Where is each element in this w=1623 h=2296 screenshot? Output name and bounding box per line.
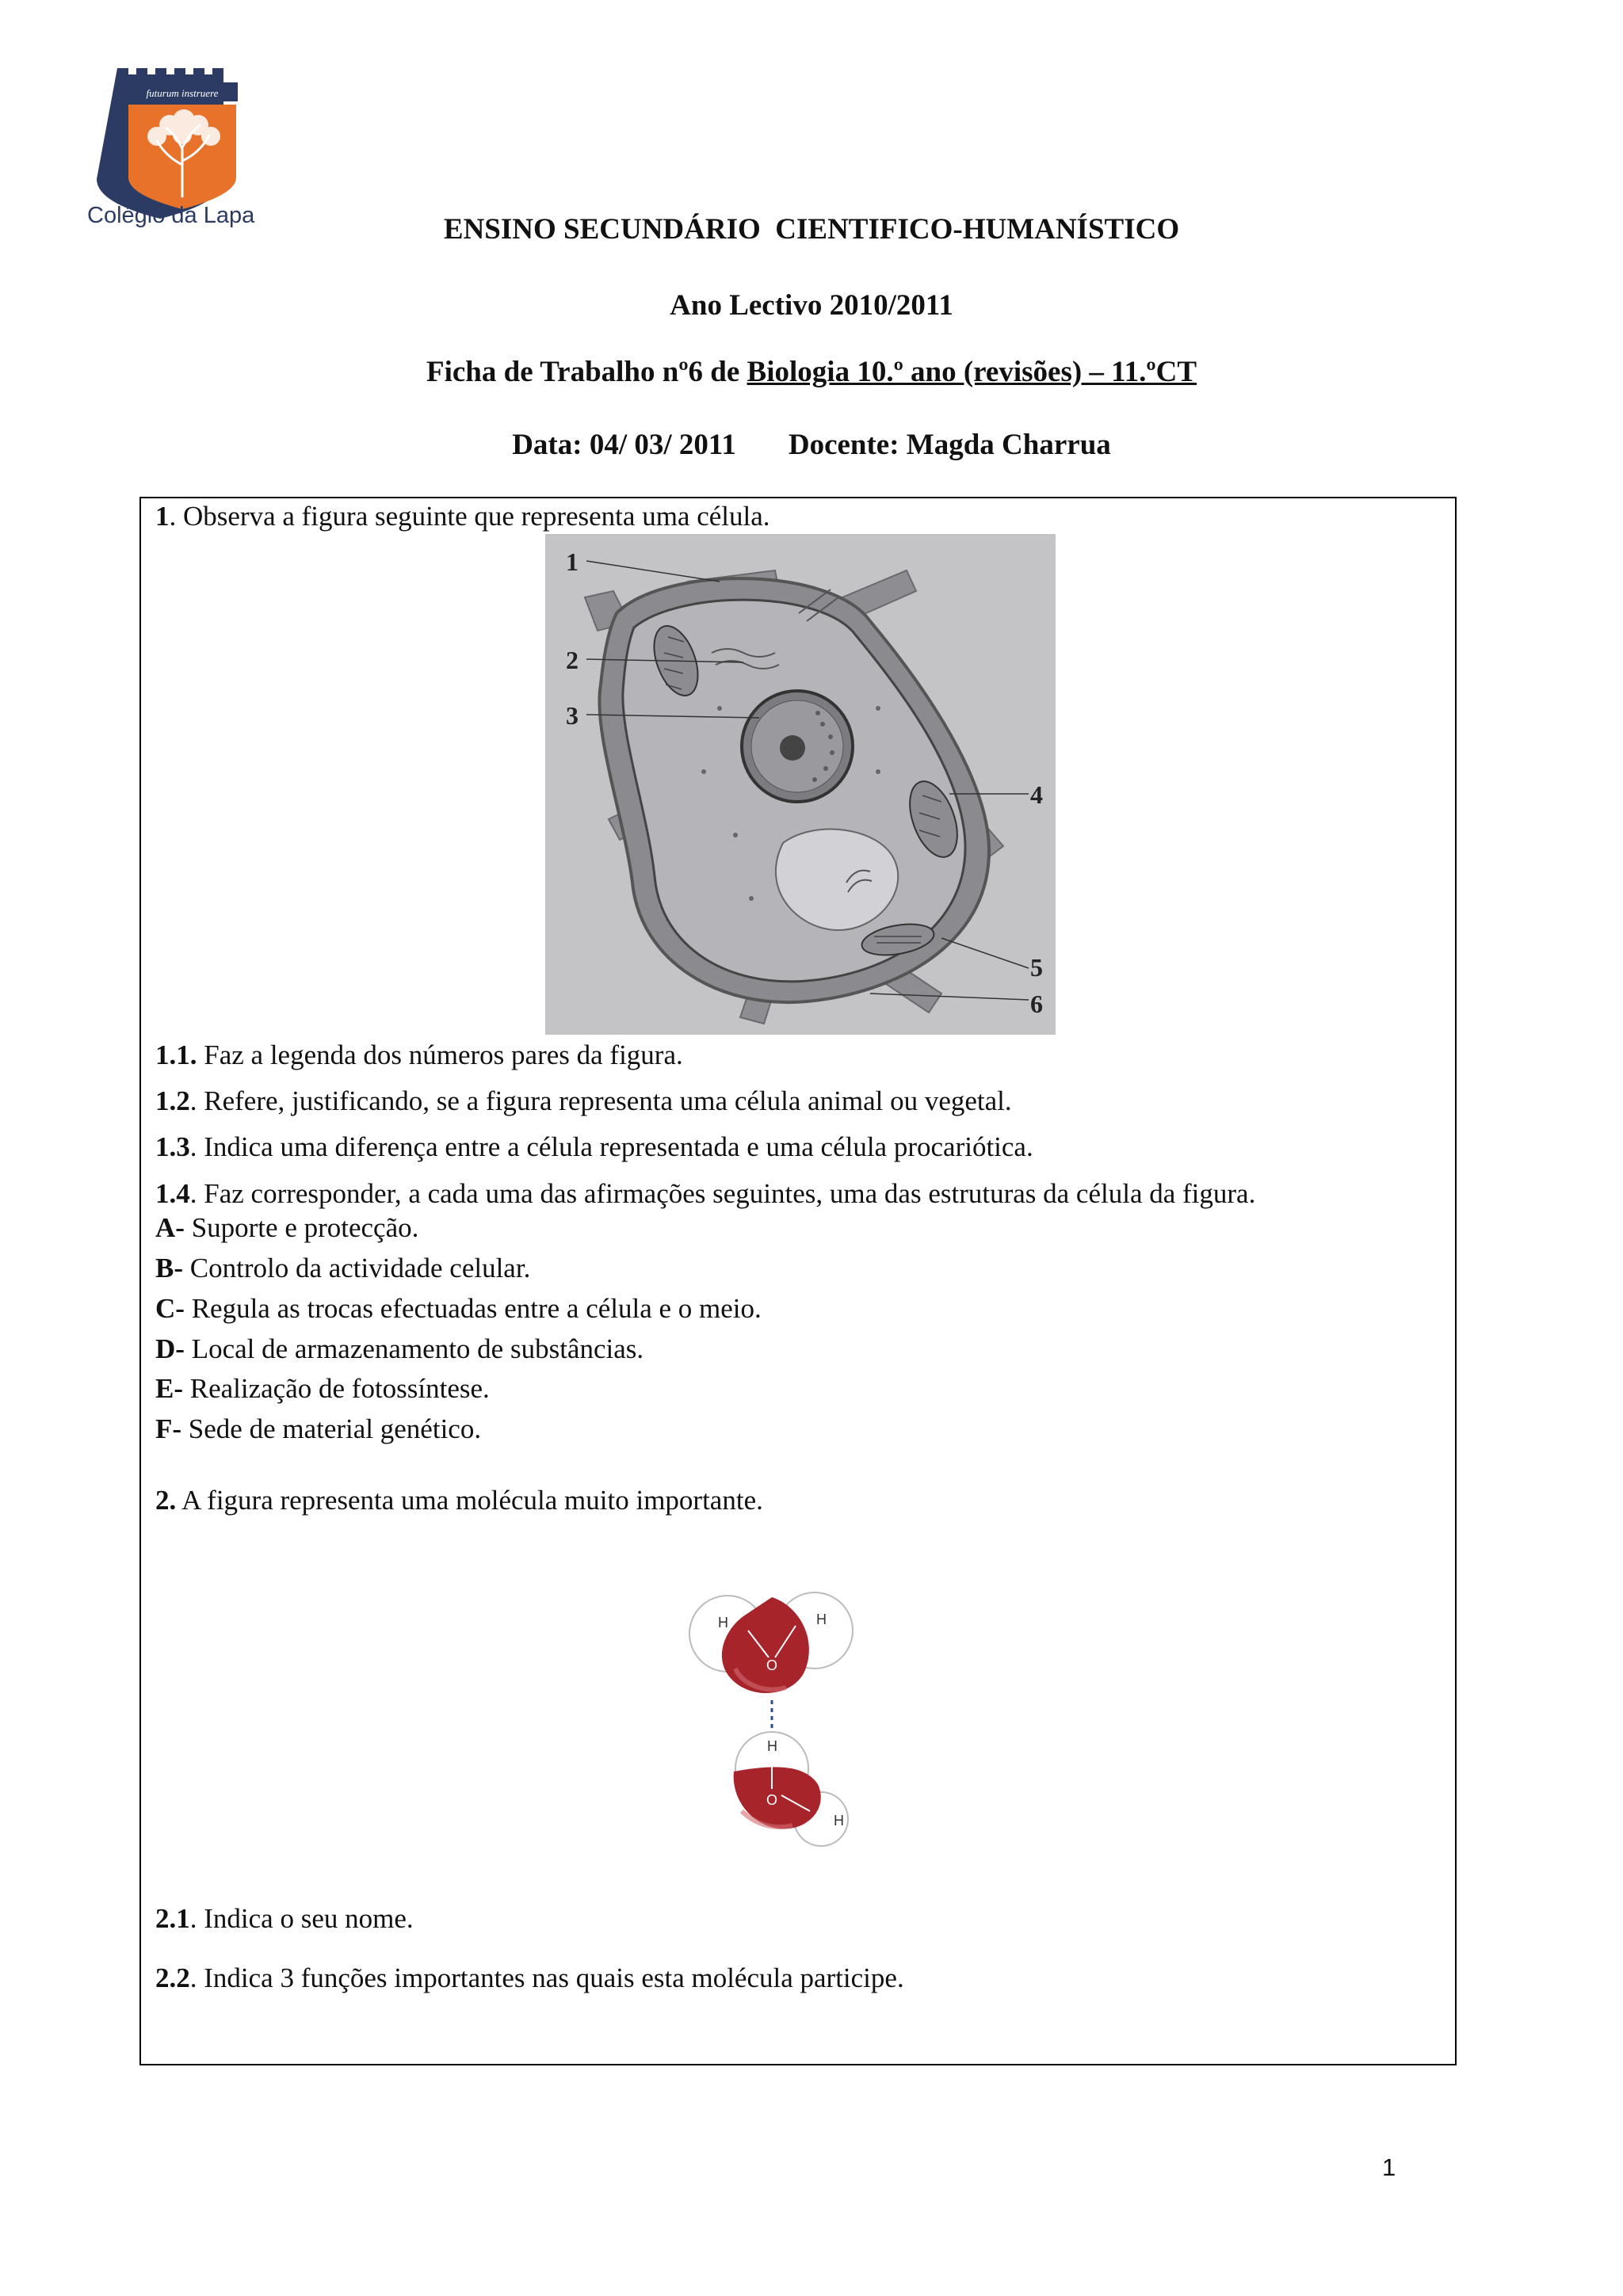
worksheet-subject: Biologia 10.º ano (revisões) – 11.ºCT — [747, 356, 1197, 388]
q1-4: 1.4. Faz corresponder, a cada uma das afirmações seguintes, uma das estruturas da célula da figura. — [155, 1178, 1256, 1209]
item-b: B- Controlo da actividade celular. — [155, 1253, 531, 1283]
date: Data: 04/ 03/ 2011 — [512, 429, 736, 461]
item-d: D- Local de armazenamento de substâncias. — [155, 1333, 644, 1364]
worksheet-prefix: Ficha de Trabalho nº6 de — [426, 356, 747, 388]
q1-text: 1. Observa a figura seguinte que representa uma célula. — [155, 501, 770, 532]
q1-1: 1.1. Faz a legenda dos números pares da figura. — [155, 1039, 683, 1070]
item-e: E- Realização de fotossíntese. — [155, 1373, 490, 1404]
cell-label-6: 6 — [1030, 990, 1043, 1018]
atom-label-h2: H — [816, 1611, 827, 1627]
cell-label-2: 2 — [566, 646, 579, 674]
cell-figure — [545, 534, 1056, 1035]
logo-motto: futurum instruere — [146, 87, 219, 99]
page-number: 1 — [1382, 2153, 1396, 2181]
heading-worksheet — [0, 355, 1623, 389]
teacher: Docente: Magda Charrua — [788, 429, 1111, 461]
q1-3: 1.3. Indica uma diferença entre a célula representada e uma célula procariótica. — [155, 1131, 1033, 1162]
item-f: F- Sede de material genético. — [155, 1413, 482, 1444]
heading-school-year: Ano Lectivo 2010/2011 — [670, 289, 953, 322]
school-name: Colégio da Lapa — [87, 203, 255, 228]
atom-label-h1: H — [718, 1615, 728, 1630]
heading-date-teacher — [0, 428, 1623, 462]
q2-2: 2.2. Indica 3 funções importantes nas quais esta molécula participe. — [155, 1962, 904, 1993]
q2-1: 2.1. Indica o seu nome. — [155, 1903, 414, 1934]
cell-label-3: 3 — [566, 701, 579, 730]
water-molecule-figure — [678, 1581, 881, 1849]
atom-label-o1: O — [766, 1657, 778, 1673]
atom-label-o2: O — [766, 1792, 778, 1808]
item-c: C- Regula as trocas efectuadas entre a célula e o meio. — [155, 1293, 762, 1324]
cell-label-4: 4 — [1030, 780, 1043, 809]
atom-label-h3: H — [767, 1738, 777, 1754]
q2-text: 2. A figura representa uma molécula muito importante. — [155, 1485, 763, 1516]
atom-label-h4: H — [834, 1813, 844, 1829]
item-a: A- Suporte e protecção. — [155, 1212, 419, 1243]
heading-school-level: ENSINO SECUNDÁRIO CIENTIFICO-HUMANÍSTICO — [443, 213, 1180, 246]
cell-label-1: 1 — [566, 547, 579, 576]
cell-label-5: 5 — [1030, 953, 1043, 982]
q1-2: 1.2. Refere, justificando, se a figura representa uma célula animal ou vegetal. — [155, 1085, 1012, 1116]
